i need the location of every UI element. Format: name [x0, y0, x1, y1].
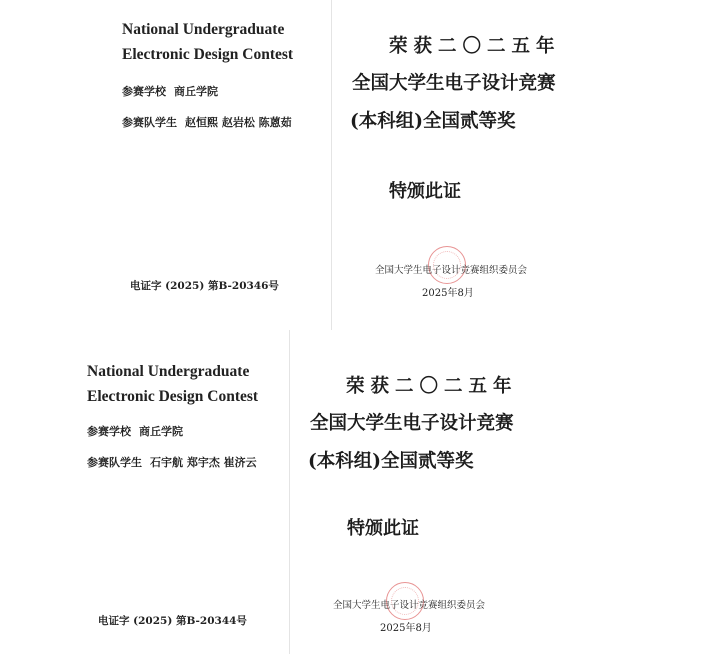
award-level: (本科组)全国贰等奖: [350, 111, 516, 132]
award-level: (本科组)全国贰等奖: [308, 451, 474, 472]
issuer-name: 全国大学生电子设计竞赛组织委员会: [333, 600, 486, 611]
school-value: 商丘学院: [139, 425, 183, 438]
certify-text: 特颁此证: [347, 518, 419, 539]
team-members: 赵恒熙 赵岩松 陈蒽茹: [185, 116, 292, 129]
team-label: 参赛队学生: [122, 116, 177, 129]
contest-name-cn: 全国大学生电子设计竞赛: [310, 413, 514, 434]
honor-year: 荣获二〇二五年: [389, 36, 561, 57]
team-label: 参赛队学生: [87, 456, 142, 469]
page-divider: [331, 0, 332, 330]
issue-date: 2025年8月: [380, 623, 432, 634]
contest-title-en-line1: National Undergraduate: [87, 363, 250, 380]
school-label: 参赛学校: [87, 425, 131, 438]
team-members: 石宇航 郑宇杰 崔济云: [150, 456, 257, 469]
school-label: 参赛学校: [122, 85, 166, 98]
certificate-number: 电证字 (2025) 第B-20344号: [98, 615, 247, 627]
school-value: 商丘学院: [174, 85, 218, 98]
contest-name-cn: 全国大学生电子设计竞赛: [352, 73, 556, 94]
certificate-2: [0, 327, 705, 654]
school-row: [122, 83, 218, 99]
contest-title-en-line1: National Undergraduate: [122, 21, 285, 38]
team-row: [87, 454, 257, 470]
page-divider: [289, 330, 290, 654]
issuer-name: 全国大学生电子设计竞赛组织委员会: [375, 265, 528, 276]
honor-year: 荣获二〇二五年: [346, 376, 518, 397]
certificate-number: 电证字 (2025) 第B-20346号: [130, 280, 279, 292]
contest-title-en-line2: Electronic Design Contest: [122, 46, 294, 63]
certify-text: 特颁此证: [389, 181, 461, 202]
team-row: [122, 114, 292, 130]
school-row: [87, 423, 183, 439]
issue-date: 2025年8月: [422, 288, 474, 299]
contest-title-en-line2: Electronic Design Contest: [87, 388, 259, 405]
